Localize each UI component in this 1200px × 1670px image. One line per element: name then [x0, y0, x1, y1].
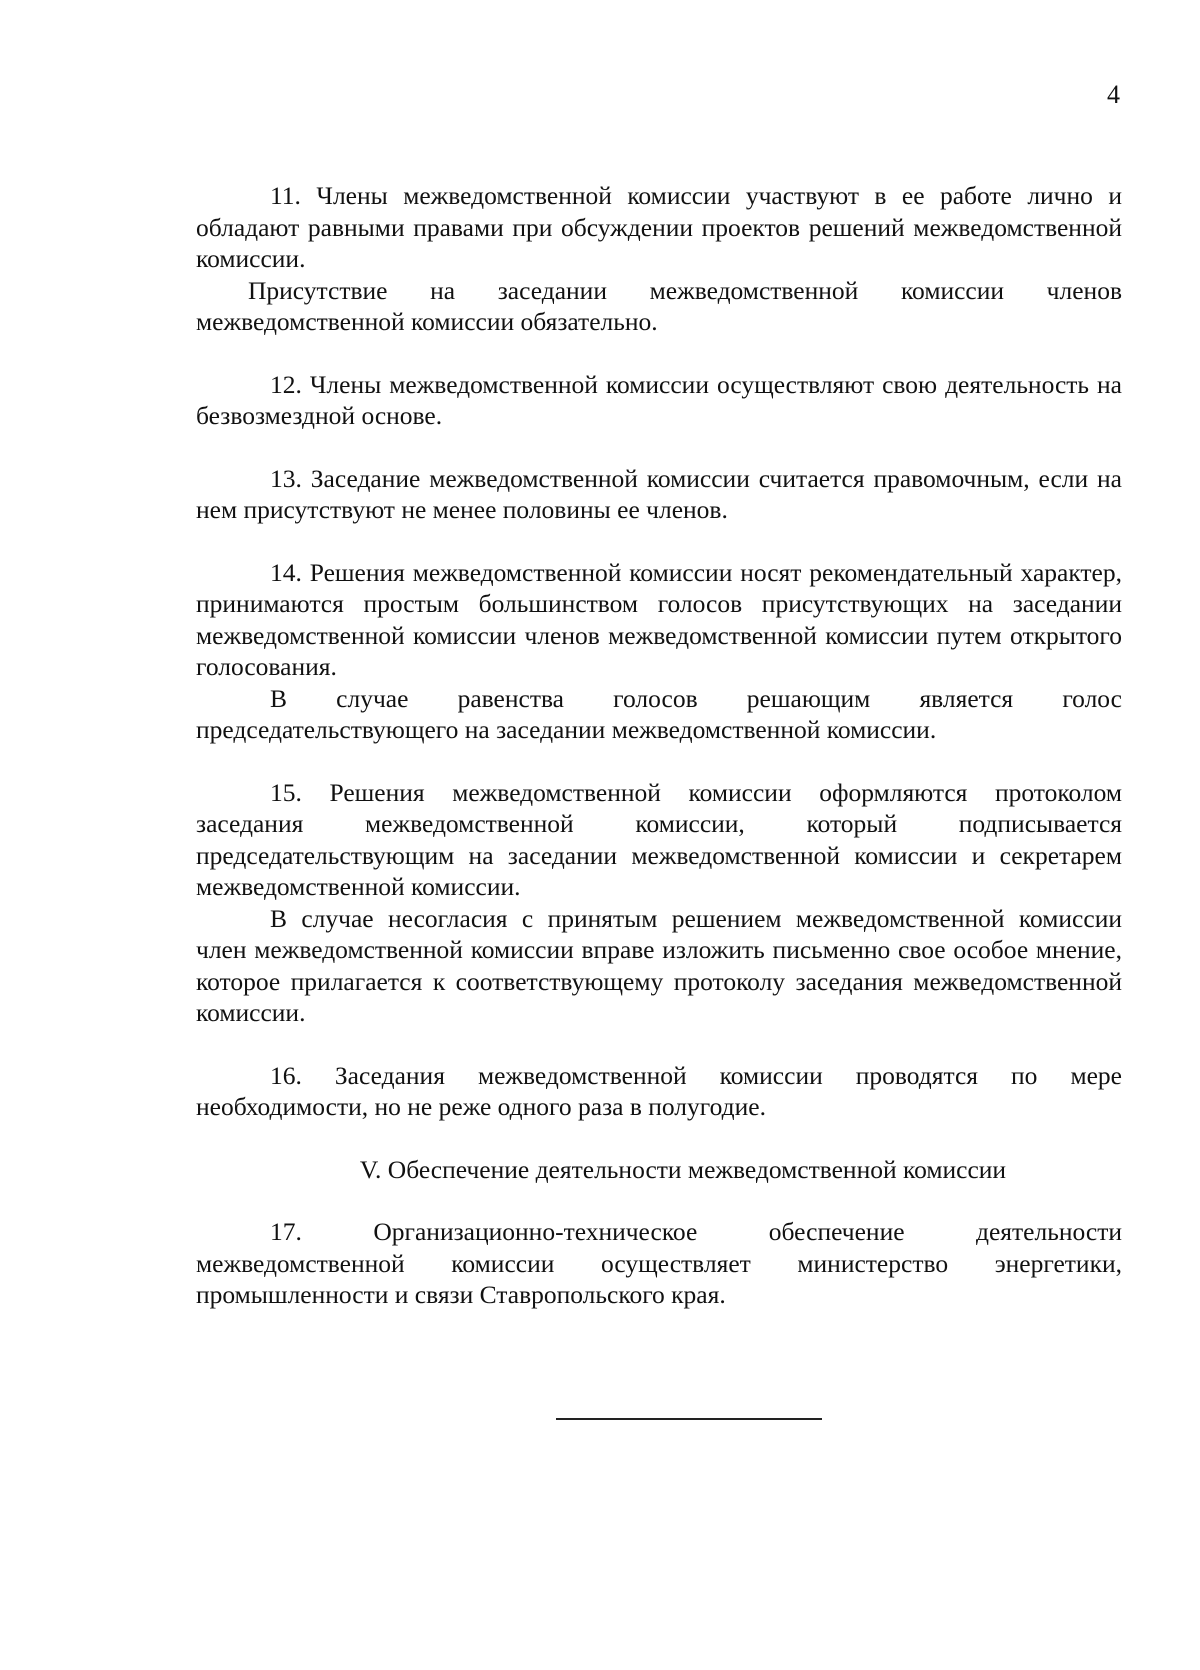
paragraph-11-attendance: Присутствие на заседании межведомственной комиссии членов межведомственной комиссии обязательно.	[196, 275, 1122, 336]
paragraph-15: 15. Решения межведомственной комиссии оформляются протоколом заседания межведомственной комиссии, который подписывается председательствующим на заседании межведомственной комиссии и секретарем межведомственной комиссии.	[196, 777, 1122, 901]
paragraph-15-dissent: В случае несогласия с принятым решением межведомственной комиссии член межведомственной комиссии вправе изложить письменно свое особое мнение, которое прилагается к соответствующему протоколу заседания межведомственной комиссии.	[196, 903, 1122, 1027]
end-of-document-rule	[556, 1418, 822, 1420]
paragraph-13: 13. Заседание межведомственной комиссии считается правомочным, если на нем присутствуют не менее половины ее членов.	[196, 463, 1122, 524]
paragraph-14: 14. Решения межведомственной комиссии носят рекомендательный характер, принимаются простым большинством голосов присутствующих на заседании межведомственной комиссии членов межведомственной комиссии путем открытого голосования.	[196, 557, 1122, 681]
page-number: 4	[1107, 80, 1120, 109]
paragraph-14-tie-vote: В случае равенства голосов решающим является голос председательствующего на заседании межведомственной комиссии.	[196, 683, 1122, 744]
paragraph-12: 12. Члены межведомственной комиссии осуществляют свою деятельность на безвозмездной основе.	[196, 369, 1122, 430]
paragraph-11: 11. Члены межведомственной комиссии участвуют в ее работе лично и обладают равными правами при обсуждении проектов решений межведомственной комиссии.	[196, 181, 1122, 273]
paragraph-17: 17. Организационно-техническое обеспечение деятельности межведомственной комиссии осуществляет министерство энергетики, промышленности и связи Ставропольского края.	[196, 1217, 1122, 1309]
paragraph-16: 16. Заседания межведомственной комиссии проводятся по мере необходимости, но не реже одного раза в полугодие.	[196, 1060, 1122, 1121]
section-heading: V. Обеспечение деятельности межведомственной комиссии	[359, 1154, 1007, 1184]
document-body	[196, 180, 1122, 1311]
